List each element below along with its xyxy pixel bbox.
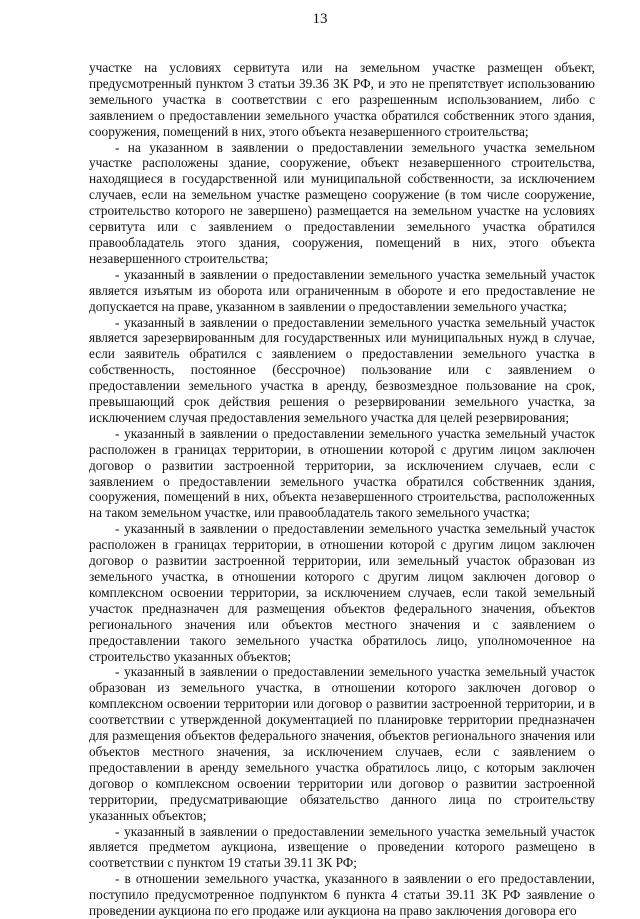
paragraph: участке на условиях сервитута или на земельном участке размещен объект, предусмотренный пунктом 3 статьи 39.36 ЗК РФ, и это не препятствует использованию земельного участка в соответствии с его разрешенным использованием, либо с заявлением о предоставлении земельного участка обратился собственник этого здания, сооружения, помещений в них, этого объекта незавершенного строительства;: [89, 60, 595, 139]
page-number: 13: [312, 11, 328, 27]
paragraph: - в отношении земельного участка, указанного в заявлении о его предоставлении, поступило предусмотренное подпунктом 6 пункта 4 статьи 39.11 ЗК РФ заявление о проведении аукциона по его продаже или аукциона на право заключения договора его: [89, 871, 595, 919]
paragraph: - указанный в заявлении о предоставлении земельного участка земельный участок является изъятым из оборота или ограниченным в обороте и его предоставление не допускается на праве, указанном в заявлении о предоставлении земельного участка;: [89, 266, 595, 314]
paragraph: - указанный в заявлении о предоставлении земельного участка земельный участок образован из земельного участка, в отношении которого заключен договор о комплексном освоении территории или договор о развитии застроенной территории, и в соответствии с утвержденной документацией по планировке территории предназначен для размещения объектов федерального значения, объектов регионального значения или объектов местного значения, за исключением случаев, если с заявлением о предоставлении в аренду земельного участка обратилось лицо, с которым заключен договор о комплексном освоении территории или договор о развитии застроенной территории, предусматривающие обязательство данного лица по строительству указанных объектов;: [89, 664, 595, 823]
paragraph: - указанный в заявлении о предоставлении земельного участка земельный участок расположен в границах территории, в отношении которой с другим лицом заключен договор о развитии застроенной территории, или земельный участок образован из земельного участка, в отношении которого с другим лицом заключен договор о комплексном освоении территории, за исключением случаев, если такой земельный участок предназначен для размещения объектов федерального значения, объектов регионального значения или объектов местного значения и с заявлением о предоставлении такого земельного участка обратилось лицо, уполномоченное на строительство указанных объектов;: [89, 521, 595, 664]
paragraph: - указанный в заявлении о предоставлении земельного участка земельный участок расположен в границах территории, в отношении которой с другим лицом заключен договор о развитии застроенной территории, за исключением случаев, если с заявлением о предоставлении земельного участка обратился собственник здания, сооружения, помещений в них, объекта незавершенного строительства, расположенных на таком земельном участке, или правообладатель такого земельного участка;: [89, 425, 595, 521]
paragraph: - указанный в заявлении о предоставлении земельного участка земельный участок является предметом аукциона, извещение о проведении которого размещено в соответствии с пунктом 19 статьи 39.11 ЗК РФ;: [89, 823, 595, 871]
paragraph: - на указанном в заявлении о предоставлении земельного участка земельном участке расположены здание, сооружение, объект незавершенного строительства, находящиеся в государственной или муниципальной собственности, за исключением случаев, если на земельном участке размещено сооружение (в том числе сооружение, строительство которого не завершено) размещается на земельном участке на условиях сервитута или с заявлением о предоставлении земельного участка обратился правообладатель этого здания, сооружения, помещений в них, этого объекта незавершенного строительства;: [89, 139, 595, 266]
document-body: [89, 60, 595, 919]
paragraph: - указанный в заявлении о предоставлении земельного участка земельный участок является зарезервированным для государственных или муниципальных нужд в случае, если заявитель обратился с заявлением о предоставлении земельного участка в собственность, постоянное (бессрочное) пользование или с заявлением о предоставлении земельного участка в аренду, безвозмездное пользование на срок, превышающий срок действия решения о резервировании земельного участка, за исключением случая предоставления земельного участка для целей резервирования;: [89, 314, 595, 425]
